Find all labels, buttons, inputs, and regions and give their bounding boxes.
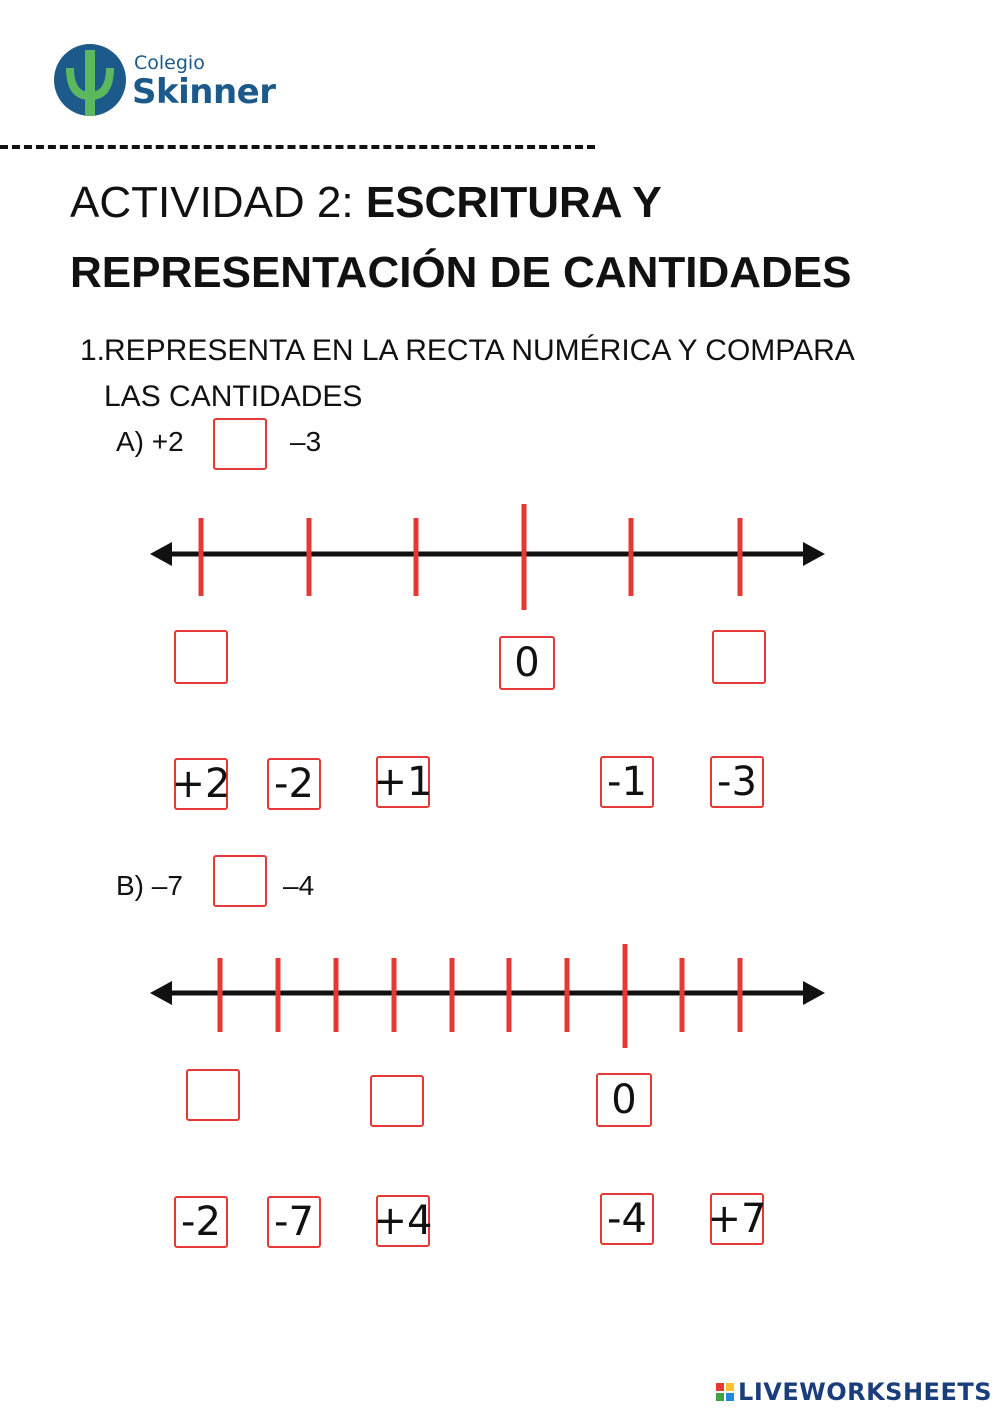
question-a-label: A) +2 [116, 426, 184, 457]
title-bold-2: REPRESENTACIÓN DE CANTIDADES [70, 248, 852, 297]
option-chip[interactable]: -4 [600, 1193, 654, 1245]
option-chip[interactable]: +7 [710, 1193, 764, 1245]
question-a-compare-box[interactable] [213, 418, 267, 470]
number-line-b [0, 940, 1000, 1060]
option-chip[interactable]: -2 [174, 1196, 228, 1248]
question-a-right-value: –3 [290, 426, 322, 457]
option-chip[interactable]: -7 [267, 1196, 321, 1248]
line-b-answer-box-left[interactable] [186, 1069, 240, 1121]
option-chip[interactable]: -2 [267, 758, 321, 810]
logo-text-skinner: Skinner [132, 72, 276, 112]
title-bold-1: ESCRITURA Y [365, 178, 662, 227]
option-chip[interactable]: +4 [376, 1195, 430, 1247]
number-line-a [0, 500, 1000, 620]
question-b-label: B) –7 [116, 870, 183, 901]
line-a-zero-label: 0 [499, 636, 555, 690]
option-chip[interactable]: -1 [600, 756, 654, 808]
page-title [70, 168, 950, 308]
instruction [80, 328, 900, 420]
line-b-answer-box-middle[interactable] [370, 1075, 424, 1127]
instruction-number: 1. [80, 334, 106, 367]
instruction-line-2: LAS CANTIDADES [104, 380, 363, 413]
line-a-answer-box-right[interactable] [712, 630, 766, 684]
option-chip[interactable]: -3 [710, 756, 764, 808]
line-a-answer-box-left[interactable] [174, 630, 228, 684]
instruction-line-1: REPRESENTA EN LA RECTA NUMÉRICA Y COMPARA [104, 334, 855, 367]
option-chip[interactable]: +1 [376, 756, 430, 808]
liveworksheets-brand: LIVEWORKSHEETS [738, 1378, 992, 1406]
title-activity: ACTIVIDAD 2: [70, 178, 366, 227]
logo-text-colegio: Colegio [134, 52, 205, 74]
liveworksheets-logo [716, 1378, 992, 1406]
dashed-divider [0, 145, 595, 149]
question-b-compare-box[interactable] [213, 855, 267, 907]
option-chip[interactable]: +2 [174, 758, 228, 810]
line-b-zero-label: 0 [596, 1073, 652, 1127]
question-b-right-value: –4 [283, 870, 315, 901]
liveworksheets-mark-icon [716, 1383, 734, 1401]
